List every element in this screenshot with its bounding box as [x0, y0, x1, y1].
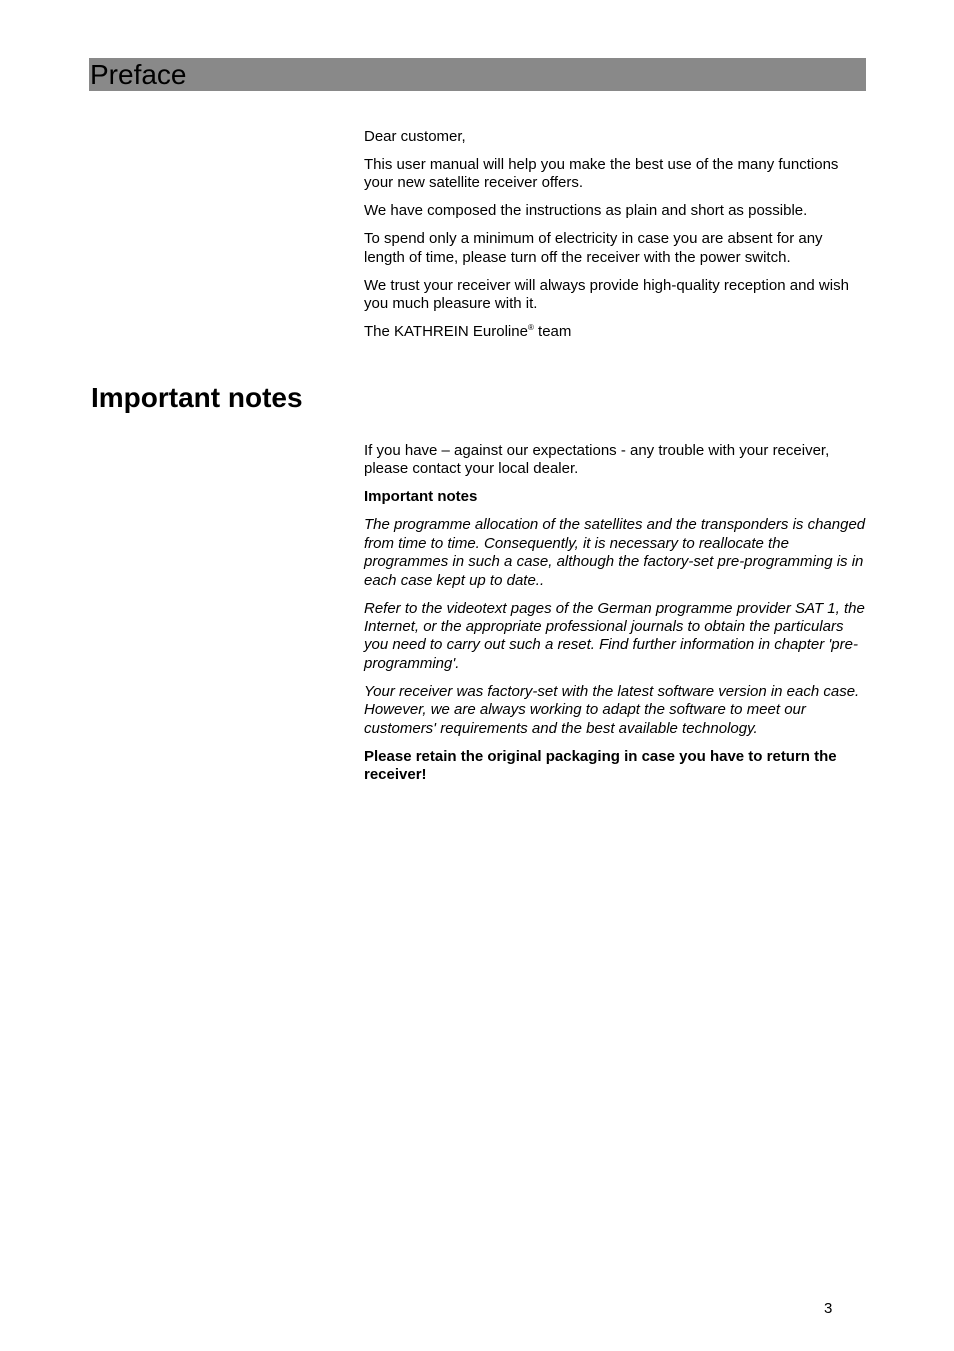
preface-paragraph: This user manual will help you make the best use of the many functions your new satellite receiver offers. — [364, 156, 839, 192]
important-notes-title: Important notes — [91, 382, 303, 413]
preface-header-bar — [89, 58, 866, 91]
preface-paragraph: We trust your receiver will always provide high-quality reception and wish you much pleasure with it. — [364, 276, 849, 313]
notes-closing: Please retain the original packaging in case you have to return the receiver! — [364, 747, 837, 784]
notes-paragraph: Your receiver was factory-set with the latest software version in each case. However, we are always working to adapt the software to meet our customers' requirements and the best available technology. — [364, 682, 860, 737]
notes-paragraph: Refer to the videotext pages of the German programme provider SAT 1, the Internet, or the appropriate professional journals to obtain the particulars you need to carry out such a reset. Find further information in chapter 'pre-programming'. — [364, 599, 865, 672]
notes-intro: If you have – against our expectations - any trouble with your receiver, please contact your local dealer. — [364, 442, 830, 478]
preface-body — [364, 128, 866, 351]
page-number: 3 — [824, 1300, 833, 1317]
preface-paragraph: We have composed the instructions as plain and short as possible. — [364, 202, 808, 220]
signature-prefix: The KATHREIN Euroline — [364, 323, 528, 341]
registered-mark: ® — [527, 323, 534, 333]
important-notes-body — [364, 442, 866, 794]
notes-subheading: Important notes — [364, 488, 478, 506]
preface-paragraph: To spend only a minimum of electricity in case you are absent for any length of time, please turn off the receiver with the power switch. — [364, 230, 823, 266]
signature-suffix: team — [533, 323, 572, 341]
preface-paragraph: Dear customer, — [364, 128, 466, 145]
preface-title: Preface — [90, 59, 187, 90]
notes-paragraph: The programme allocation of the satellites and the transponders is changed from time to time. Consequently, it is necessary to reallocate the programmes in such a case, although the factory-set pre-programming is in each case kept up to date.. — [364, 516, 866, 589]
preface-signature — [364, 323, 866, 341]
